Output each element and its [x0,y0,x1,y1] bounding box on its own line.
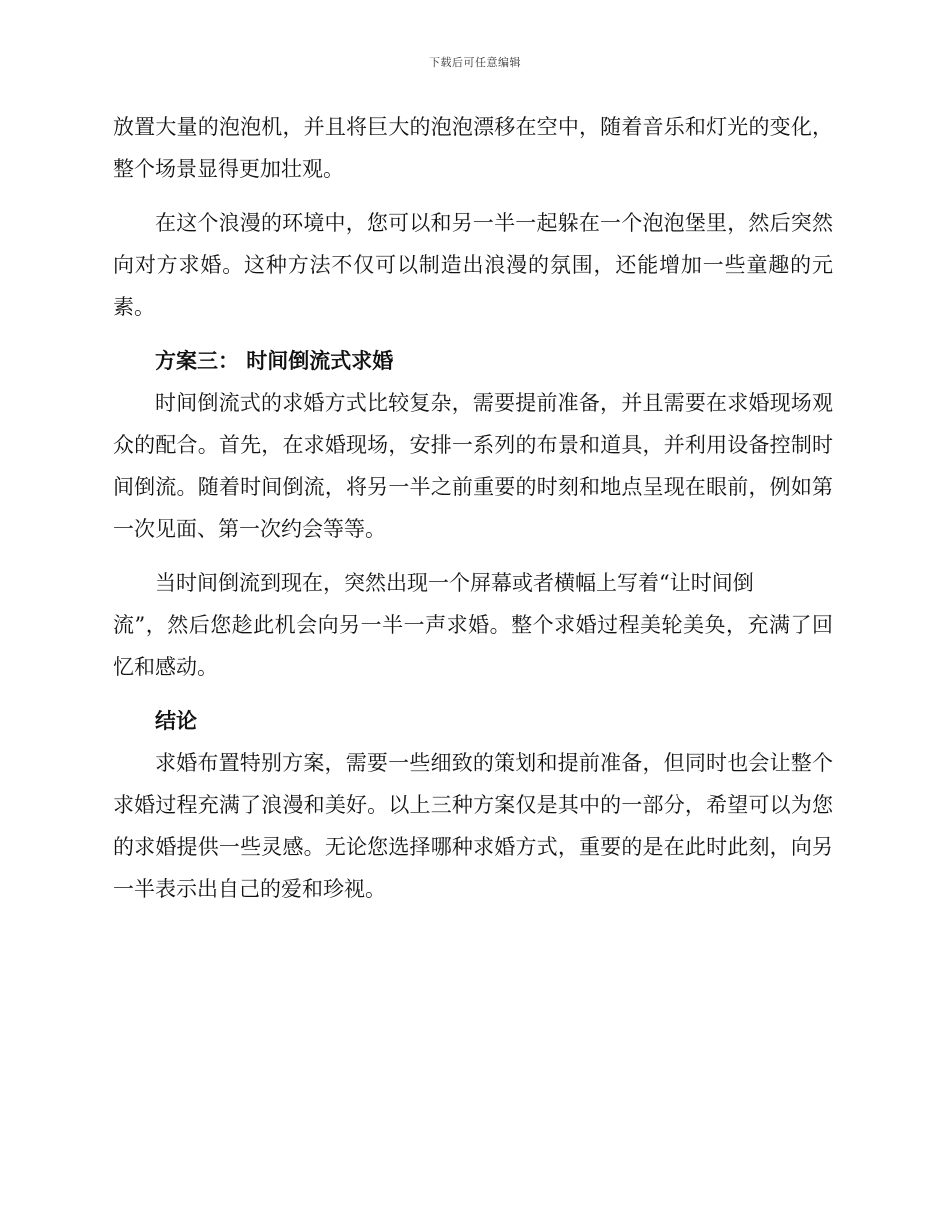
page-header: 下载后可任意编辑 [429,56,521,69]
paragraph-time-reversal: 时间倒流式的求婚方式比较复杂，需要提前准备，并且需要在求婚现场观众的配合。首先，在求婚现场，安排一系列的布景和道具，并利用设备控制时间倒流。随着时间倒流，将另一半之前重要的时刻和地点呈现在眼前，例如第一次见面、第一次约会等等。 [113,391,833,541]
paragraph-time-banner [113,562,833,688]
document-body [113,106,833,910]
paragraph-time-banner-line1: 当时间倒流到现在，突然出现一个屏幕或者横幅上写着“让时间倒 [155,571,754,595]
section-heading-plan-three: 方案三： 时间倒流式求婚 [155,348,394,373]
paragraph-bubble-castle: 在这个浪漫的环境中，您可以和另一半一起躲在一个泡泡堡里，然后突然向对方求婚。这种方法不仅可以制造出浪漫的氛围，还能增加一些童趣的元素。 [113,211,833,319]
paragraph-time-banner-rest: 流”，然后您趁此机会向另一半一声求婚。整个求婚过程美轮美奂，充满了回忆和感动。 [113,613,833,679]
paragraph-bubble-machines: 放置大量的泡泡机，并且将巨大的泡泡漂移在空中，随着音乐和灯光的变化，整个场景显得更加壮观。 [113,115,833,181]
section-heading-conclusion: 结论 [155,708,197,733]
paragraph-conclusion: 求婚布置特别方案，需要一些细致的策划和提前准备，但同时也会让整个求婚过程充满了浪漫和美好。以上三种方案仅是其中的一部分，希望可以为您的求婚提供一些灵感。无论您选择哪种求婚方式，重要的是在此时此刻，向另一半表示出自己的爱和珍视。 [113,751,833,901]
